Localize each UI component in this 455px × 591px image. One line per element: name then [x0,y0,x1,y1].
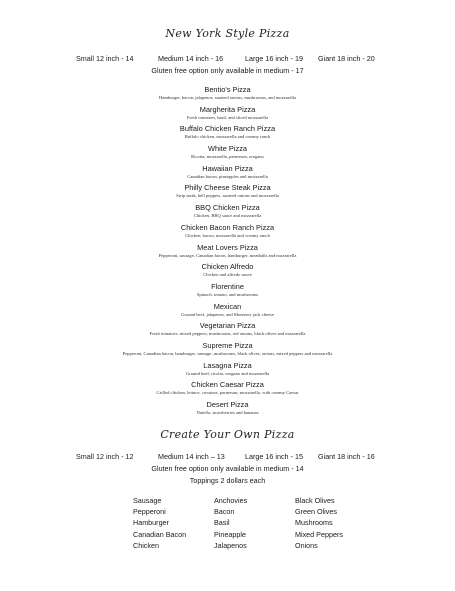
menu-item-description: Pepperoni, sausage, Canadian bacon, hamburger, meatballs and mozzarella [158,252,297,258]
menu-item-description: Fresh tomatoes, mixed peppers, mushrooms, red onions, black olives and mozzarella [149,331,306,337]
menu-item [0,321,455,341]
menu-item-name: White Pizza [207,144,248,154]
topping-item: Hamburger [133,518,169,528]
menu-item-name: Bentio's Pizza [204,85,251,94]
menu-item-name: BBQ Chicken Pizza [195,203,260,213]
menu-item [0,223,455,243]
menu-item-description: Chicken, BBQ sauce and mozzarella [193,213,262,219]
menu-item [0,124,455,144]
menu-item-description: Hamburger, bacon, jalapenos, sauteed onions, mushrooms, and mozzarella [159,95,296,100]
menu-item-name: Desert Pizza [206,400,249,409]
menu-item [0,164,455,184]
menu-item [0,105,455,125]
menu-item [0,144,455,164]
topping-item: Black Olives [295,496,335,505]
menu-item-description: Strip steak, bell peppers, sauteed onions and mozzarella [176,193,279,199]
topping-item: Pineapple [214,529,246,539]
menu-item [0,282,455,302]
cyo-size-giant: Giant 18 inch - 16 [318,452,375,461]
topping-item: Mushrooms [295,518,333,528]
ny-section-title: New York Style Pizza [165,27,290,40]
cyo-size-large: Large 16 inch - 15 [245,452,303,461]
topping-item: Canadian Bacon [133,529,187,539]
topping-item: Anchovies [214,496,248,505]
menu-item-description: Buffalo chicken, mozzarella and creamy ranch [184,134,271,140]
topping-item: Pepperoni [133,507,166,517]
menu-item [0,203,455,223]
ny-size-giant: Giant 18 inch - 20 [318,54,375,63]
topping-item: Bacon [214,507,235,517]
menu-item-name: Margherita Pizza [199,104,256,114]
cyo-gluten-note: Gluten free option only available in medium - 14 [151,464,304,473]
menu-item-description: Chicken, bacon, mozzarella and creamy ranch [185,232,270,238]
menu-item-name: Mexican [213,301,242,311]
menu-item [0,400,455,420]
toppings-column-middle [214,495,247,551]
topping-item: Chicken [133,540,159,550]
topping-item: Onions [295,540,318,550]
menu-item-name: Lasagna Pizza [203,360,252,370]
menu-item-description: Ricotta, mozzarella, parmesan, oregano [191,154,264,160]
menu-item [0,243,455,263]
ny-size-small: Small 12 inch - 14 [76,54,134,63]
menu-item-description: Nutella, strawberries and bananas [196,410,259,415]
cyo-size-medium: Medium 14 inch – 13 [158,452,225,461]
cyo-size-small: Small 12 inch - 12 [76,452,134,461]
menu-item-name: Meat Lovers Pizza [197,242,258,252]
menu-item-name: Chicken Alfredo [201,262,254,272]
menu-item-description: Ground beef, jalapenos, and Monterey jack cheese [181,311,274,317]
menu-item-name: Florentine [211,281,244,291]
menu-item [0,183,455,203]
ny-size-medium: Medium 14 inch - 16 [158,54,224,63]
menu-item-name: Buffalo Chicken Ranch Pizza [179,124,276,134]
menu-item-description: Canadian bacon, pineapples and mozzarella [187,173,268,179]
menu-item-description: Chicken and alfredo sauce [203,272,252,278]
menu-item-name: Chicken Caesar Pizza [191,380,264,390]
ny-size-large: Large 16 inch - 19 [245,54,303,63]
menu-item-name: Supreme Pizza [202,340,253,350]
ny-gluten-note: Gluten free option only available in medium - 17 [151,66,304,75]
toppings-price-note: Toppings 2 dollars each [189,476,266,485]
menu-item [0,361,455,381]
menu-item-description: Grilled chicken, lettuce, croutons, parmesan, mozzarella, with creamy Caesar [156,390,299,396]
menu-item [0,262,455,282]
pizza-menu-list [0,85,455,420]
topping-item: Sausage [133,496,162,505]
toppings-column-meats [133,495,186,551]
topping-item: Mixed Peppers [295,529,343,539]
menu-item [0,341,455,361]
menu-item-name: Philly Cheese Steak Pizza [184,183,271,193]
cyo-section-title: Create Your Own Pizza [160,428,295,441]
toppings-column-vegetables [295,495,343,551]
menu-item-name: Hawaiian Pizza [202,163,253,173]
menu-item [0,302,455,322]
menu-item-description: Spinach, tomato, and mushrooms [196,291,259,297]
menu-item-description: Fresh tomatoes, basil, and sliced mozzarella [186,114,268,120]
topping-item: Green Olives [295,507,337,517]
menu-item [0,380,455,400]
topping-item: Jalapenos [214,540,247,550]
menu-item-description: Pepperoni, Canadian bacon, hamburger, sausage, mushrooms, black olives, onions, mixed peppers and mozzarella [122,350,333,356]
menu-item-name: Chicken Bacon Ranch Pizza [180,222,275,232]
topping-item: Basil [214,518,230,528]
menu-item-name: Vegetarian Pizza [199,321,256,331]
menu-item [0,85,455,105]
menu-item-description: Ground beef, ricotta, oregano and mozzarella [185,370,270,376]
